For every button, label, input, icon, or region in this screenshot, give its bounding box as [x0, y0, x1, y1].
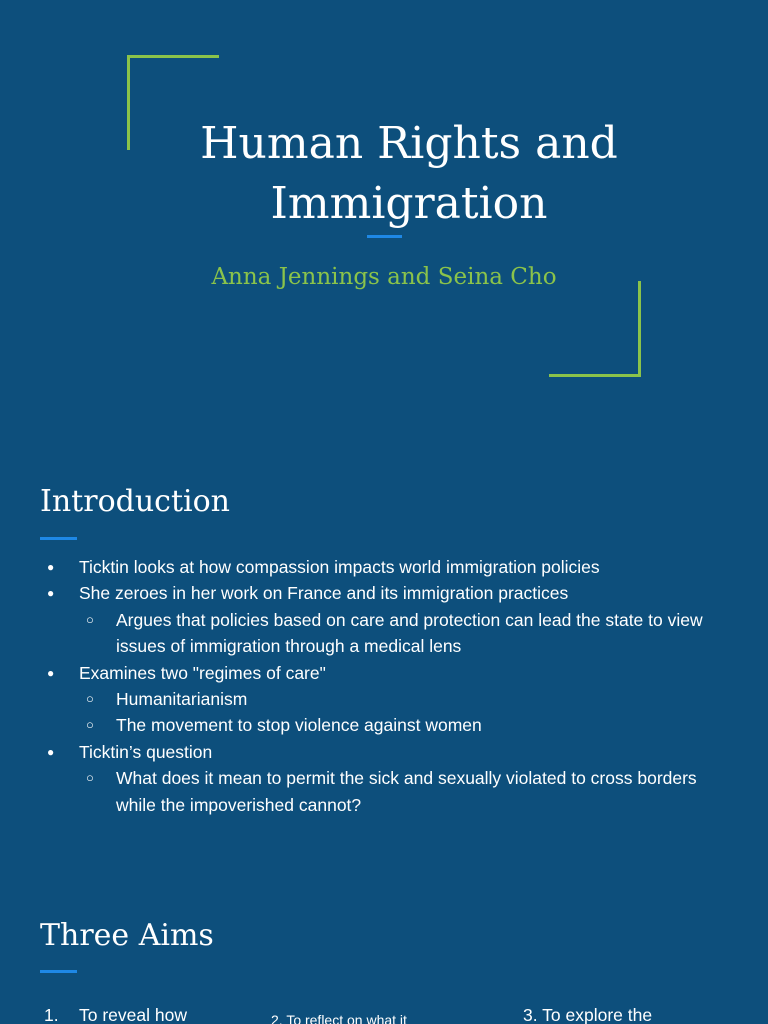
- intro-bullet-item: [0, 660, 768, 686]
- introduction-bullet-list: [0, 554, 768, 818]
- bullet-circle-icon: ○: [86, 717, 94, 733]
- presentation-title: [0, 114, 768, 234]
- intro-bullet-text: Examines two "regimes of care": [79, 662, 326, 683]
- aim-1-text: To reveal how: [79, 1005, 187, 1024]
- intro-bullet-item: [0, 607, 768, 660]
- bullet-circle-icon: ○: [86, 611, 94, 627]
- aim-1-number: 1.: [44, 1005, 59, 1024]
- three-aims-heading: Three Aims: [40, 918, 214, 953]
- intro-bullet-text: Humanitarianism: [116, 689, 248, 710]
- introduction-accent-line: [40, 537, 77, 540]
- corner-bracket-bottom-right-vertical: [638, 281, 641, 377]
- intro-bullet-text: Argues that policies based on care and protection can lead the state to view issues of immigration through a medical lens: [116, 609, 703, 657]
- aim-1: [44, 1002, 187, 1024]
- aim-2: 2. To reflect on what it: [271, 1012, 407, 1024]
- bullet-dot-icon: ●: [47, 560, 55, 574]
- intro-bullet-text: Ticktin’s question: [79, 741, 213, 762]
- intro-bullet-item: [0, 686, 768, 712]
- aim-3: 3. To explore the: [523, 1005, 653, 1024]
- intro-bullet-text: She zeroes in her work on France and its immigration practices: [79, 583, 569, 604]
- bullet-circle-icon: ○: [86, 770, 94, 786]
- intro-bullet-item: [0, 712, 768, 738]
- title-line-2: Immigration: [270, 178, 548, 229]
- bullet-dot-icon: ●: [47, 586, 55, 601]
- corner-bracket-top-left: [127, 55, 219, 58]
- intro-bullet-text: Ticktin looks at how compassion impacts world immigration policies: [79, 557, 600, 577]
- intro-bullet-item: [0, 739, 768, 765]
- corner-bracket-bottom-right: [549, 374, 641, 377]
- intro-bullet-item: [0, 580, 768, 606]
- title-accent-line: [367, 235, 402, 238]
- three-aims-accent-line: [40, 970, 77, 973]
- intro-bullet-item: [0, 765, 768, 818]
- title-line-1: Human Rights and: [200, 118, 618, 169]
- intro-bullet-text: The movement to stop violence against women: [116, 715, 482, 736]
- intro-bullet-item: [0, 554, 768, 580]
- bullet-dot-icon: ●: [47, 744, 55, 759]
- introduction-heading: Introduction: [40, 484, 230, 519]
- presentation-subtitle: Anna Jennings and Seina Cho: [211, 264, 557, 290]
- intro-bullet-text: What does it mean to permit the sick and sexually violated to cross borders while the impoverished cannot?: [116, 768, 697, 815]
- bullet-circle-icon: ○: [86, 691, 94, 707]
- bullet-dot-icon: ●: [47, 665, 55, 680]
